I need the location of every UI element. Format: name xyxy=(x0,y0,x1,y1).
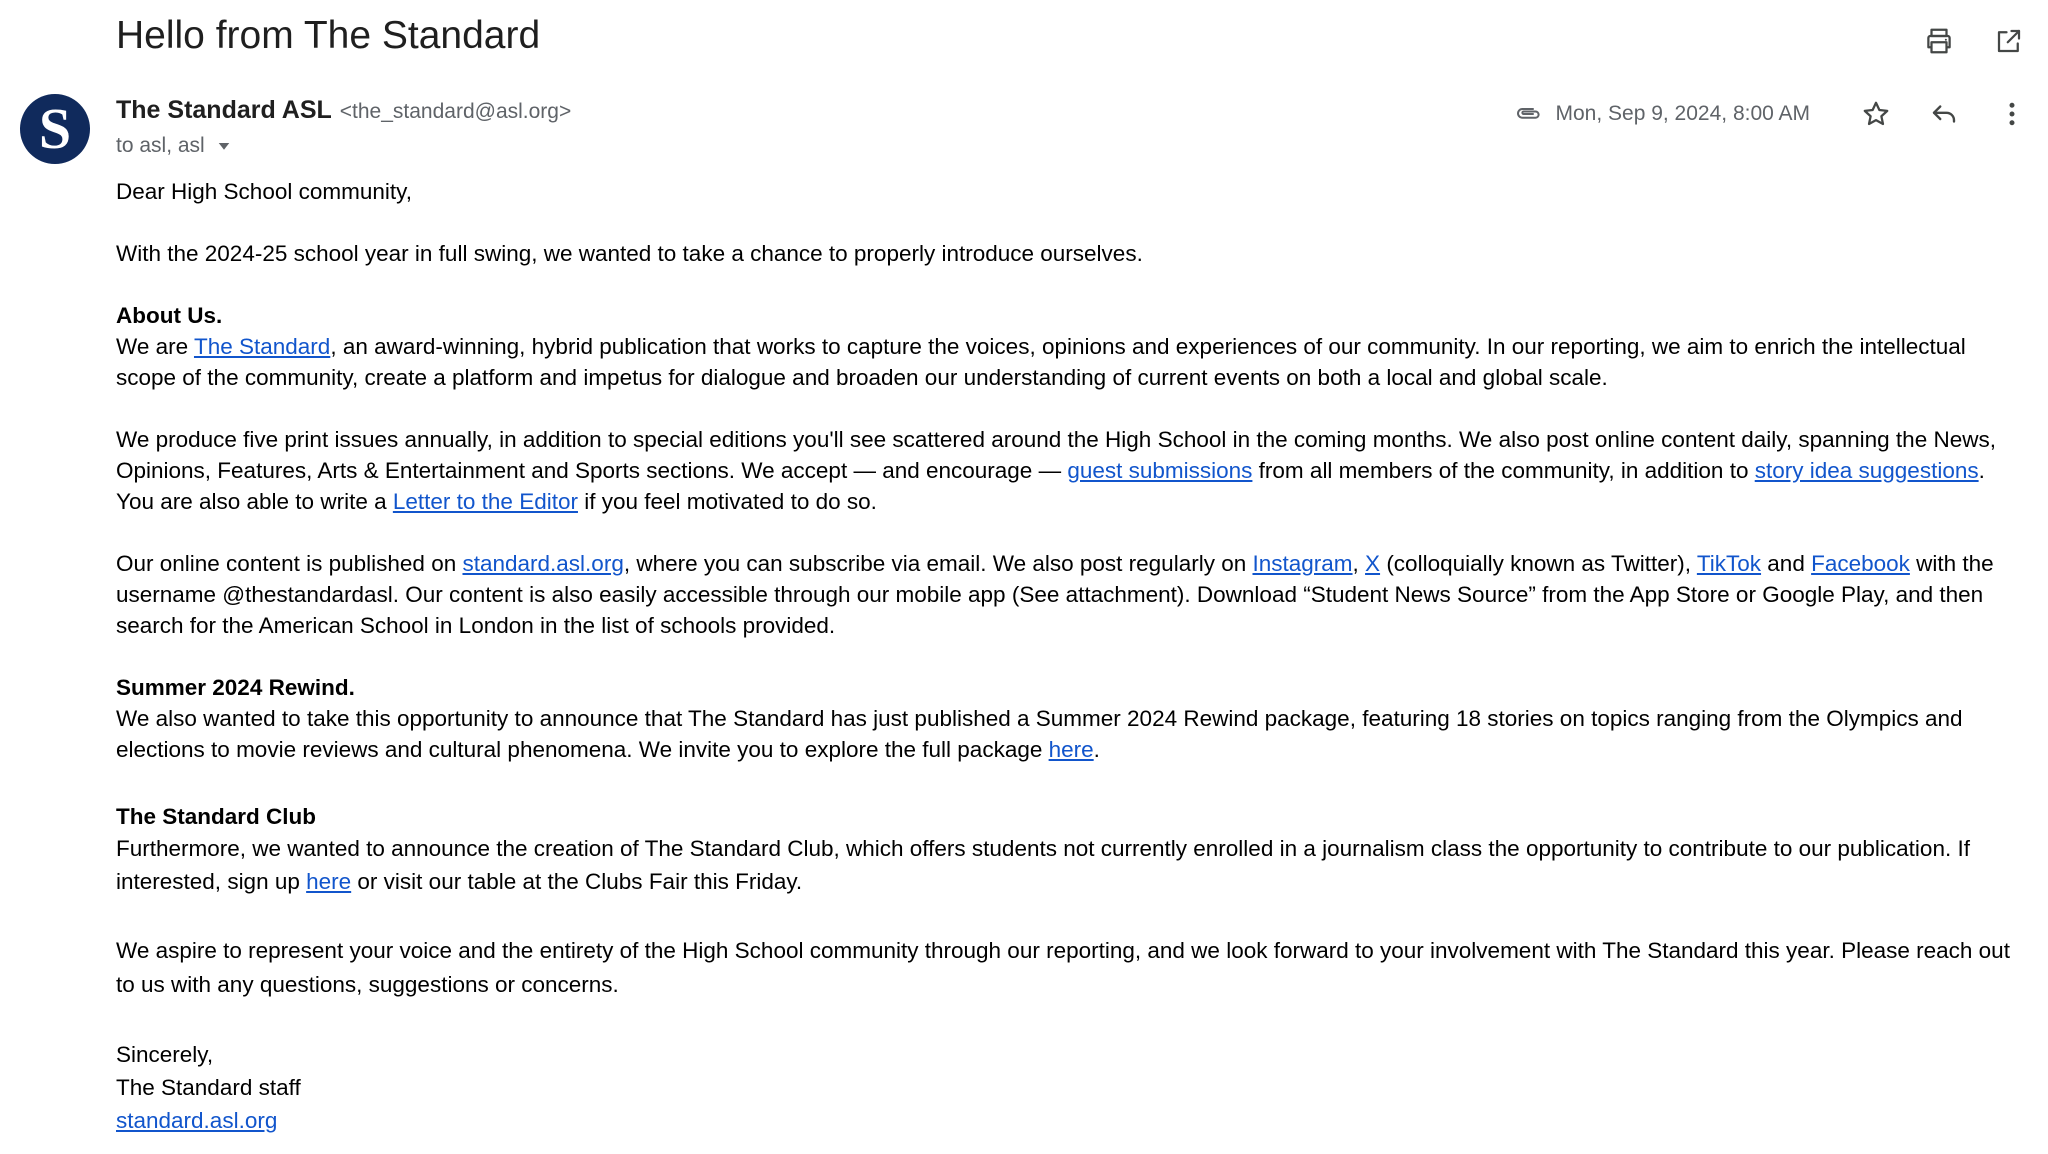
rewind-here-link[interactable]: here xyxy=(1048,737,1094,762)
club-signup-link[interactable]: here xyxy=(306,869,352,894)
about-heading: About Us. xyxy=(116,303,223,328)
letter-to-the-editor-link[interactable]: Letter to the Editor xyxy=(392,489,578,514)
sender-email: <the_standard@asl.org> xyxy=(339,100,572,123)
paperclip-icon xyxy=(1513,99,1543,129)
greeting: Dear High School community, xyxy=(116,179,412,204)
facebook-link[interactable]: Facebook xyxy=(1811,551,1910,576)
sender-name[interactable]: The Standard ASL xyxy=(116,96,332,124)
print-icon xyxy=(1924,26,1954,56)
star-icon xyxy=(1861,99,1891,129)
signature-link-line xyxy=(116,1104,2016,1137)
sender-avatar[interactable]: S xyxy=(20,94,90,164)
email-body xyxy=(116,176,2016,1137)
website-link[interactable]: standard.asl.org xyxy=(462,551,624,576)
more-options-button[interactable] xyxy=(1986,88,2038,140)
about-paragraph-2: We produce five print issues annually, in addition to special editions you'll see scattered around the High School in the coming months. We also post online content daily, spanning the News, Opinions, Features, Arts & Entertainment and Sports sections. We accept — and encourage — guest submissions from all members of the community, in addition to story idea suggestions. You are also able to write a Letter to the Editor if you feel motivated to do so. xyxy=(116,427,1996,514)
tiktok-link[interactable]: TikTok xyxy=(1696,551,1762,576)
header-actions xyxy=(1914,16,2034,66)
signature-website-link[interactable]: standard.asl.org xyxy=(116,1108,278,1133)
club-heading: The Standard Club xyxy=(116,804,317,829)
more-vert-icon xyxy=(1997,99,2027,129)
rewind-paragraph: We also wanted to take this opportunity to announce that The Standard has just published a Summer 2024 Rewind package, featuring 18 stories on topics ranging from the Olympics and elections to movie reviews and cultural phenomena. We invite you to explore the full package here. xyxy=(116,706,1963,762)
about-paragraph-1: We are The Standard, an award-winning, hybrid publication that works to capture the voices, opinions and experiences of our community. In our reporting, we aim to enrich the intellectual scope of the community, create a platform and impetus for dialogue and broaden our understanding of current events on both a local and global scale. xyxy=(116,334,1966,390)
x-link[interactable]: X xyxy=(1365,551,1381,576)
closing-paragraph: We aspire to represent your voice and the entirety of the High School community through our reporting, and we look forward to your involvement with The Standard this year. Please reach out to us with any questions, suggestions or concerns. xyxy=(116,938,2010,997)
signature: The Standard staff xyxy=(116,1075,301,1100)
message-date: Mon, Sep 9, 2024, 8:00 AM xyxy=(1555,102,1810,125)
open-in-new-window-button[interactable] xyxy=(1984,16,2034,66)
intro-paragraph: With the 2024-25 school year in full swing, we wanted to take a chance to properly introduce ourselves. xyxy=(116,241,1143,266)
about-paragraph-3: Our online content is published on standard.asl.org, where you can subscribe via email. We also post regularly on Instagram, X (colloquially known as Twitter), TikTok and Facebook with the username @thestandardasl. Our content is also easily accessible through our mobile app (See attachment). Download “Student News Source” from the App Store or Google Play, and then search for the American School in London in the list of schools provided. xyxy=(116,551,1994,638)
instagram-link[interactable]: Instagram xyxy=(1252,551,1353,576)
print-button[interactable] xyxy=(1914,16,1964,66)
recipients-text: to asl, asl xyxy=(116,134,205,157)
guest-submissions-link[interactable]: guest submissions xyxy=(1067,458,1253,483)
signoff: Sincerely, xyxy=(116,1042,214,1067)
story-idea-suggestions-link[interactable]: story idea suggestions xyxy=(1754,458,1979,483)
sender-line xyxy=(116,96,571,125)
open-in-new-icon xyxy=(1994,26,2024,56)
rewind-heading: Summer 2024 Rewind. xyxy=(116,675,355,700)
reply-button[interactable] xyxy=(1918,88,1970,140)
star-button[interactable] xyxy=(1850,88,1902,140)
recipients-toggle[interactable] xyxy=(116,134,233,158)
club-paragraph: Furthermore, we wanted to announce the creation of The Standard Club, which offers students not currently enrolled in a journalism class the opportunity to contribute to our publication. If interested, sign up here or visit our table at the Clubs Fair this Friday. xyxy=(116,836,1970,894)
message-meta xyxy=(1513,88,2038,140)
email-subject: Hello from The Standard xyxy=(116,14,541,57)
the-standard-link[interactable]: The Standard xyxy=(193,334,331,359)
reply-icon xyxy=(1929,99,1959,129)
chevron-down-icon xyxy=(215,137,233,155)
